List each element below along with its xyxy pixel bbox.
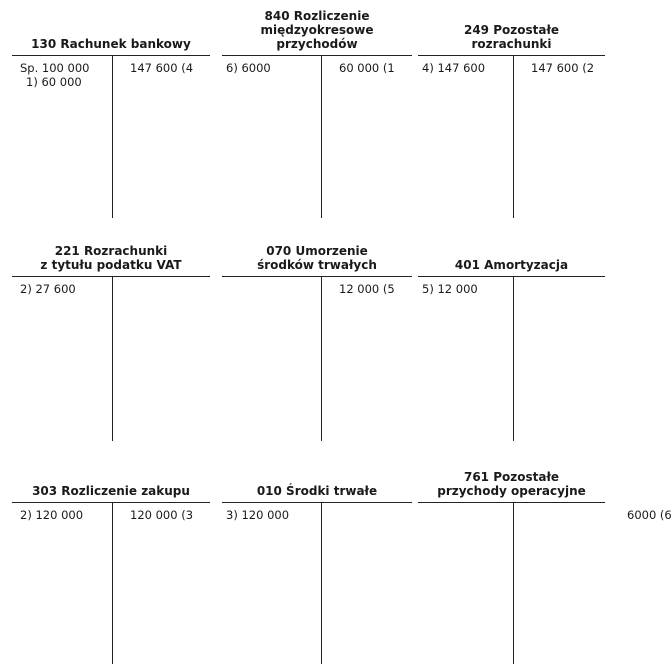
debit-entry: 5) 12 000 — [422, 282, 478, 296]
account-title — [222, 244, 412, 272]
account-title — [418, 258, 605, 272]
account-title-line: 070 Umorzenie — [266, 244, 368, 258]
debit-side — [226, 508, 289, 522]
account-title-line: 221 Rozrachunki — [54, 244, 168, 258]
debit-entry: 3) 120 000 — [226, 508, 290, 522]
account-title-line: środków trwałych — [257, 258, 377, 272]
account-title — [12, 37, 210, 51]
credit-entry: 12 000 (5 — [339, 282, 395, 296]
debit-side — [422, 282, 478, 296]
t-account — [12, 226, 210, 441]
account-divider-rule — [321, 55, 322, 218]
debit-entry: 2) 120 000 — [20, 508, 84, 522]
debit-entry: 6) 6000 — [226, 61, 271, 75]
t-account — [222, 226, 412, 441]
credit-side — [627, 508, 672, 522]
account-title — [12, 484, 210, 498]
account-title — [12, 244, 210, 272]
account-title-line: przychody operacyjne — [437, 484, 586, 498]
credit-side — [339, 282, 395, 296]
account-title-line: przychodów — [276, 37, 358, 51]
t-account — [418, 226, 605, 441]
debit-side — [20, 61, 89, 89]
credit-entry: 60 000 (1 — [339, 61, 395, 75]
account-title-line: 010 Środki trwałe — [256, 484, 378, 498]
debit-side — [20, 282, 76, 296]
account-title-line: 840 Rozliczenie — [264, 9, 370, 23]
account-title — [418, 23, 605, 51]
account-title-line: międzyokresowe — [260, 23, 374, 37]
account-title-line: z tytułu podatku VAT — [40, 258, 182, 272]
credit-side — [531, 61, 594, 75]
credit-entry: 147 600 (4 — [130, 61, 194, 75]
t-account — [12, 448, 210, 664]
account-header-rule — [222, 276, 412, 277]
account-divider-rule — [513, 55, 514, 218]
t-account — [418, 0, 605, 218]
debit-entry: 4) 147 600 — [422, 61, 486, 75]
account-divider-rule — [112, 502, 113, 664]
account-header-rule — [12, 276, 210, 277]
debit-entry: 1) 60 000 — [26, 75, 82, 89]
account-divider-rule — [112, 55, 113, 218]
account-title-line: 401 Amortyzacja — [454, 258, 569, 272]
account-header-rule — [418, 276, 605, 277]
account-header-rule — [222, 502, 412, 503]
account-title-line: 761 Pozostałe — [463, 470, 560, 484]
debit-side — [226, 61, 271, 75]
account-title-line: 249 Pozostałe — [463, 23, 560, 37]
account-header-rule — [418, 502, 605, 503]
debit-entry: 2) 27 600 — [20, 282, 76, 296]
account-divider-rule — [513, 276, 514, 441]
account-header-rule — [222, 55, 412, 56]
credit-entry: 147 600 (2 — [531, 61, 595, 75]
account-title — [222, 484, 412, 498]
t-account — [222, 0, 412, 218]
account-title-line: rozrachunki — [471, 37, 552, 51]
account-title — [222, 9, 412, 51]
account-divider-rule — [513, 502, 514, 664]
debit-entry: Sp. 100 000 — [20, 61, 90, 75]
account-title-line: 303 Rozliczenie zakupu — [32, 484, 190, 498]
credit-side — [130, 61, 193, 75]
account-header-rule — [12, 502, 210, 503]
credit-side — [339, 61, 395, 75]
credit-entry: 6000 (6 — [627, 508, 672, 522]
debit-side — [422, 61, 485, 75]
credit-side — [130, 508, 193, 522]
account-divider-rule — [321, 276, 322, 441]
t-account — [222, 448, 412, 664]
debit-side — [20, 508, 83, 522]
account-divider-rule — [112, 276, 113, 441]
account-header-rule — [12, 55, 210, 56]
account-title-line: 130 Rachunek bankowy — [31, 37, 191, 51]
account-title — [418, 470, 605, 498]
account-header-rule — [418, 55, 605, 56]
t-account — [418, 448, 672, 664]
t-account — [12, 0, 210, 218]
credit-entry: 120 000 (3 — [130, 508, 194, 522]
account-divider-rule — [321, 502, 322, 664]
